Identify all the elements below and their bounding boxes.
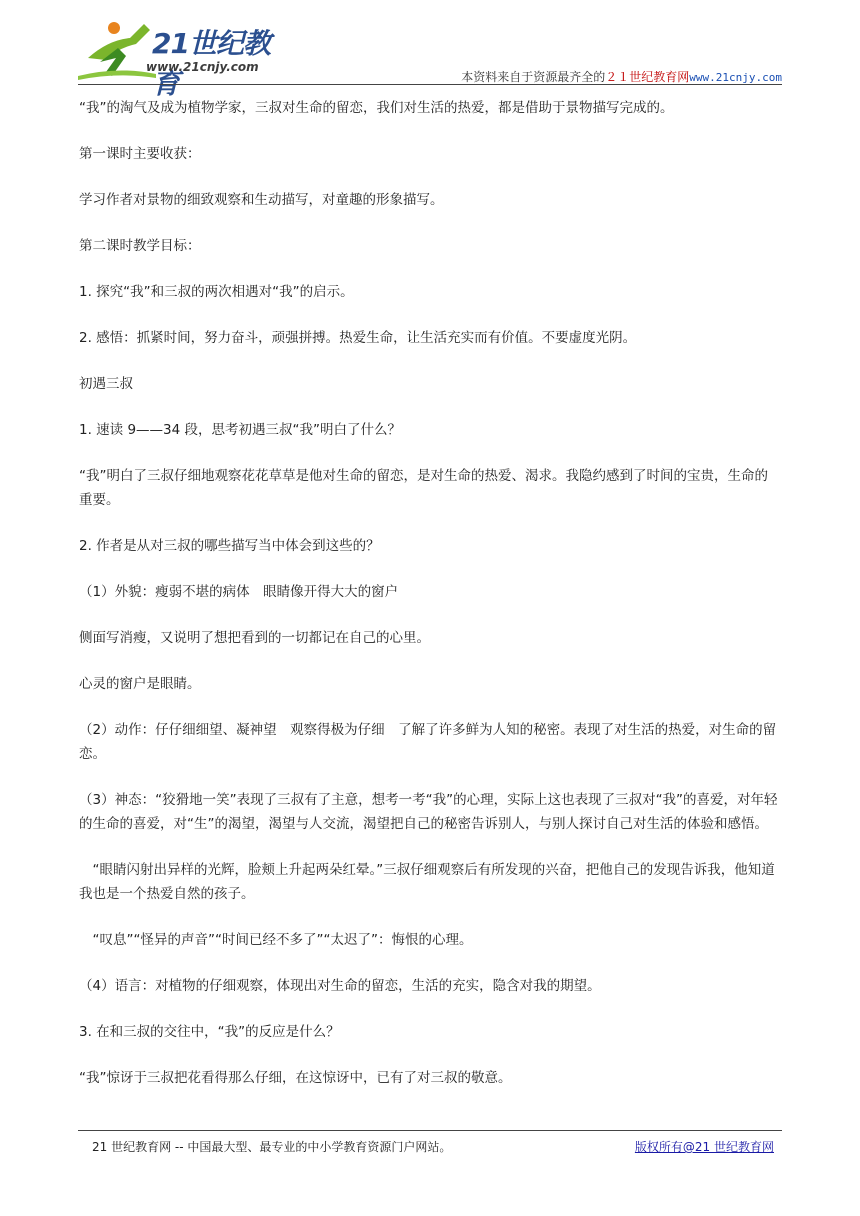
- paragraph: （1）外貌：瘦弱不堪的病体 眼睛像开得大大的窗户: [79, 584, 399, 600]
- footer-copyright-link[interactable]: 版权所有@21 世纪教育网: [634, 1140, 774, 1154]
- source-note: [461, 68, 782, 85]
- section-heading: 初遇三叔: [79, 376, 133, 392]
- paragraph: 第二课时教学目标：: [79, 238, 201, 254]
- paragraph: 2. 作者是从对三叔的哪些描写当中体会到这些的？: [79, 538, 380, 554]
- paragraph: 2. 感悟：抓紧时间，努力奋斗，顽强拼搏。热爱生命，让生活充实而有价值。不要虚度光阴。: [79, 330, 637, 346]
- runner-logo-icon: [78, 18, 158, 84]
- page-header: [78, 18, 782, 100]
- paragraph: “我”的淘气及成为植物学家，三叔对生命的留恋，我们对生活的热爱，都是借助于景物描写完成的。: [79, 100, 674, 116]
- source-url[interactable]: www.21cnjy.com: [689, 71, 782, 84]
- footer-divider: [78, 1130, 782, 1131]
- paragraph: 学习作者对景物的细致观察和生动描写，对童趣的形象描写。: [79, 192, 444, 208]
- document-body: [79, 96, 781, 1112]
- source-brand: ２１世纪教育网: [605, 70, 690, 84]
- paragraph: 1. 探究“我”和三叔的两次相遇对“我”的启示。: [79, 284, 354, 300]
- logo-title: 21世纪教育: [152, 27, 270, 100]
- source-prefix: 本资料来自于资源最齐全的: [461, 70, 606, 84]
- paragraph: （2）动作：仔仔细细望、凝神望 观察得极为仔细 了解了许多鲜为人知的秘密。表现了对生活的热爱，对生命的留恋。: [79, 722, 777, 762]
- paragraph: “眼睛闪射出异样的光辉，脸颊上升起两朵红晕。”三叔仔细观察后有所发现的兴奋，把他自己的发现告诉我，他知道我也是一个热爱自然的孩子。: [79, 862, 775, 902]
- paragraph: 心灵的窗户是眼睛。: [79, 676, 201, 692]
- paragraph: （4）语言：对植物的仔细观察，体现出对生命的留恋，生活的充实，隐含对我的期望。: [79, 978, 601, 994]
- paragraph: “我”惊讶于三叔把花看得那么仔细，在这惊讶中，已有了对三叔的敬意。: [79, 1070, 512, 1086]
- site-logo[interactable]: [78, 18, 288, 100]
- paragraph: 3. 在和三叔的交往中，“我”的反应是什么？: [79, 1024, 340, 1040]
- paragraph: 第一课时主要收获：: [79, 146, 201, 162]
- paragraph: 侧面写消瘦，又说明了想把看到的一切都记在自己的心里。: [79, 630, 430, 646]
- paragraph: 1. 速读 9——34 段，思考初遇三叔“我”明白了什么？: [79, 422, 402, 438]
- paragraph: “叹息”“怪异的声音”“时间已经不多了”“太迟了”：悔恨的心理。: [79, 932, 473, 948]
- paragraph: “我”明白了三叔仔细地观察花花草草是他对生命的留恋，是对生命的热爱、渴求。我隐约感到了时间的宝贵，生命的重要。: [79, 468, 768, 508]
- header-divider: [78, 84, 782, 85]
- footer-site-info: 21 世纪教育网 -- 中国最大型、最专业的中小学教育资源门户网站。: [92, 1140, 452, 1154]
- paragraph: （3）神态：“狡猾地一笑”表现了三叔有了主意，想考一考“我”的心理，实际上这也表现了三叔对“我”的喜爱，对年轻的生命的喜爱，对“生”的渴望，渴望与人交流，渴望把自己的秘密告诉别人，与别人探讨自己对生活的体验和感悟。: [79, 792, 778, 832]
- logo-url: www.21cnjy.com: [146, 60, 259, 74]
